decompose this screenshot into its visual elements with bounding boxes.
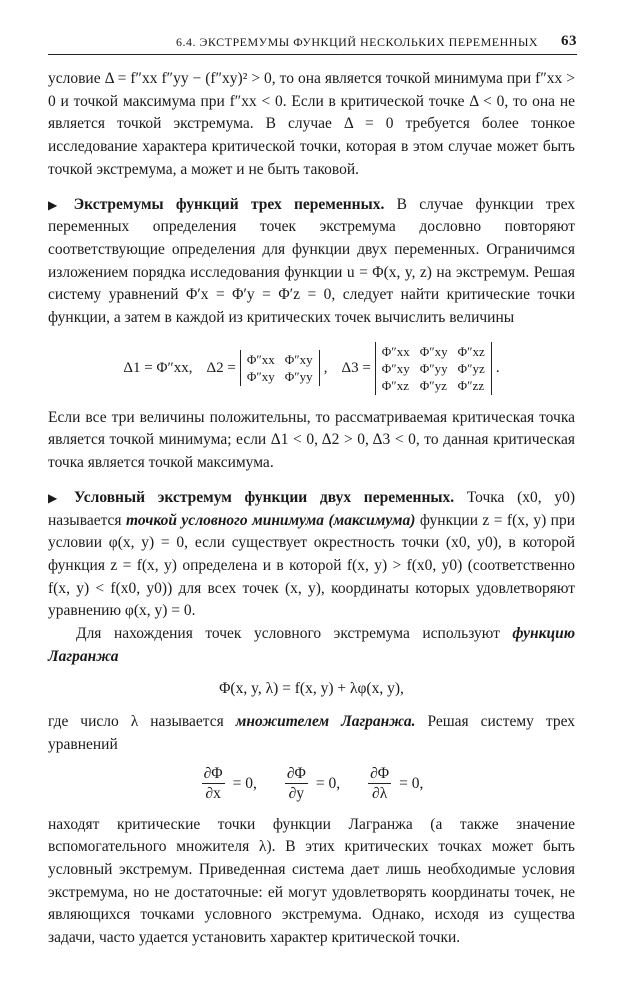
delta1-expr: Δ1 = Φ″xx, — [123, 359, 193, 376]
determinants-equation: Δ1 = Φ″xx, Δ2 = Φ″xx Φ″xy Φ″xy Φ″yy , Δ3 = Φ″xx Φ″xy Φ″xz Φ″xy Φ″yy Φ″yz Φ″xz Φ″yz Φ″zz . — [123, 343, 500, 393]
det3-cell: Φ″xz — [381, 377, 409, 393]
term-lagrange-multiplier: множителем Лагранжа. — [235, 713, 416, 731]
det2-cell: Φ″xx — [246, 352, 275, 368]
det3-cell: Φ″zz — [457, 377, 485, 393]
multiplier-text-b: Решая систему трех уравнений — [48, 713, 575, 753]
multiplier-text-a: где число λ называется — [48, 713, 224, 731]
lagrange-function-equation: Φ(x, y, λ) = f(x, y) + λφ(x, y), — [219, 680, 404, 698]
spacer — [48, 182, 575, 194]
paragraph-multiplier — [48, 711, 575, 756]
fraction-dlambda: $\frac{\partial\Phi}{\partial\lambda}$ — [370, 764, 390, 802]
section-text-three-variables: В случае функции трех переменных определения точек экстремума дословно повторяют соответствующие определения для функции двух переменных. Ограничимся изложением порядка исследования функции u = Φ(x, y, z) на экстремум. Решая систему уравнений Φ′x = Φ′y = Φ′z = 0, следует найти критические точки функции, а затем в каждой из критических точек вычислить величины — [48, 195, 575, 327]
section-text-b: функции z = f(x, y) при условии φ(x, y) = 0, если существует окрестность точки (x0, y0), в которой функция z = f(x, y) определена и в которой f(x, y) > f(x0, y0) (соответственно f(x, y) < f(x0, y0)) для всех точек (x, y), координаты которых удовлетворяют уравнению φ(x, y) = 0. — [48, 511, 576, 620]
paragraph-three-positive: Если все три величины положительны, то рассматриваемая критическая точка является точкой минимума; если Δ1 < 0, Δ2 > 0, Δ3 < 0, то данная критическая точка является точкой максимума. — [48, 408, 575, 472]
partial-derivatives-system: $\frac{\partial\Phi}{\partial x}$ = 0, $\frac{\partial\Phi}{\partial y}$ = 0, $\frac{\partial\Phi}{\partial\lambda}$ = 0, — [203, 764, 424, 802]
delta3-label: Δ3 = — [341, 359, 371, 376]
paragraph-lagrange-intro — [48, 623, 575, 668]
det3-cell: Φ″yz — [419, 377, 447, 393]
term-lagrange-function: функцию Лагранжа — [48, 625, 576, 665]
det3-cell: Φ″yy — [419, 360, 448, 376]
term-conditional-min-max: точкой условного минимума (максимума) — [126, 511, 416, 529]
lagrange-intro-text: Для нахождения точек условного экстремума используют — [76, 625, 500, 643]
fraction-dx: $\frac{\partial\Phi}{\partial x}$ — [203, 764, 223, 802]
det3-cell: Φ″xx — [381, 343, 410, 359]
delta2-label: Δ2 = — [206, 359, 236, 376]
page-header — [48, 33, 577, 55]
page-body — [48, 68, 575, 950]
det3-cell: Φ″xy — [419, 343, 448, 359]
det2-cell: Φ″xy — [284, 352, 313, 368]
determinant-2x2 — [240, 350, 320, 386]
det2-cell: Φ″xy — [246, 369, 275, 385]
running-title: 6.4. ЭКСТРЕМУМЫ ФУНКЦИЙ НЕСКОЛЬКИХ ПЕРЕМЕННЫХ — [176, 35, 539, 49]
det3-cell: Φ″xy — [381, 360, 410, 376]
section-marker-icon: ▶ — [48, 490, 67, 505]
det3-cell: Φ″yz — [457, 360, 485, 376]
determinant-3x3 — [375, 342, 492, 395]
section-conditional-extremum — [48, 487, 575, 623]
section-text-a: Точка (x0, y0) называется — [48, 488, 576, 529]
section-three-variables — [48, 194, 575, 330]
det2-cell: Φ″yy — [284, 369, 313, 385]
section-marker-icon: ▶ — [48, 197, 66, 212]
paragraph-critical-points: находят критические точки функции Лагранжа (а также значение вспомогательного множителя λ). В этих критических точках может быть условный экстремум. Приведенная система дает лишь необходимые условия экстремума, но не достаточные: ей могут удовлетворять координаты точек, не являющихся точками условного экстремума. Однако, исходя из существа задачи, часто удается установить характер критической точки. — [48, 815, 575, 947]
page-number: 63 — [561, 33, 577, 49]
paragraph-conditions: условие Δ = f″xx f″yy − (f″xy)² > 0, то она является точкой минимума при f″xx > 0 и точкой максимума при f″xx < 0. Если в критической точке Δ < 0, то она не является точкой экстремума. В случае Δ = 0 требуется более тонкое исследование характера критической точки, которая в этом случае может быть точкой экстремума, а может и не быть таковой. — [48, 70, 575, 178]
equation-end: . — [495, 359, 500, 376]
header-rule — [48, 54, 577, 55]
spacer — [48, 475, 575, 487]
section-title-three-variables: Экстремумы функций трех переменных. — [73, 195, 385, 213]
det3-cell: Φ″xz — [457, 343, 485, 359]
section-title-conditional: Условный экстремум функции двух переменных. — [74, 488, 455, 506]
fraction-dy: $\frac{\partial\Phi}{\partial y}$ — [286, 764, 306, 802]
